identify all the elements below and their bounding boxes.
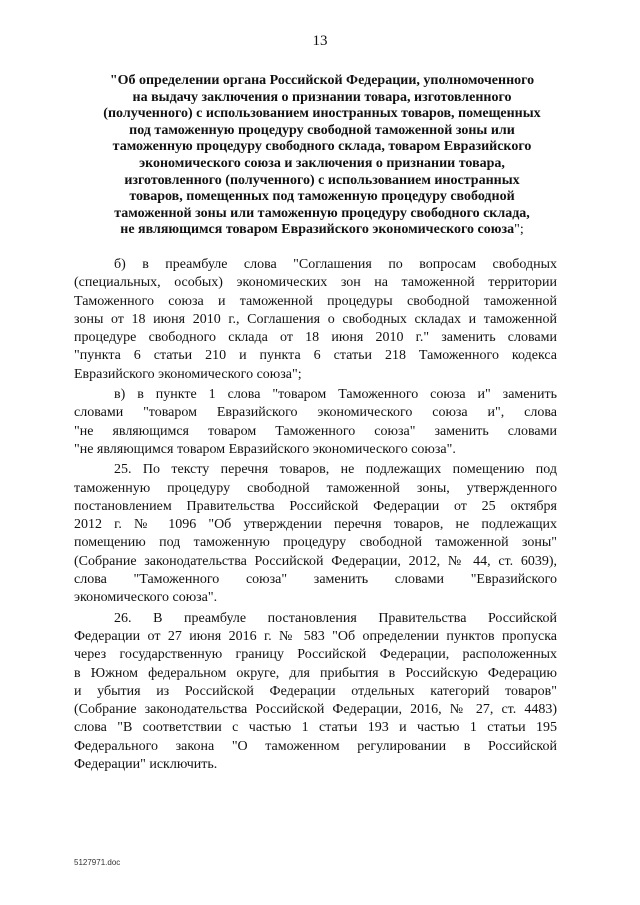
text-line: таможенную процедуру свободной таможенной зоны, утвержденного — [74, 480, 557, 496]
text-line: "пункта 6 статьи 210 и пункта 6 статьи 218 Таможенного кодекса — [74, 348, 557, 364]
text-line: Таможенного союза и таможенной процедуры свободной таможенной — [74, 293, 557, 309]
text-line: 26. В преамбуле постановления Правительства Российской — [114, 610, 557, 626]
text-line: Федерального закона "О таможенном регулировании в Российской — [74, 738, 557, 754]
paragraph-25 — [74, 461, 557, 607]
text-line: Федерации от 27 июня 2016 г. № 583 "Об определении пунктов пропуска — [74, 628, 557, 644]
title-line: (полученного) с использованием иностранных товаров, помещенных — [103, 106, 541, 122]
title-line: изготовленного (полученного) с использованием иностранных — [124, 172, 520, 188]
text-line: (Собрание законодательства Российской Федерации, 2016, № 27, ст. 4483) — [74, 702, 557, 718]
page-number: 13 — [312, 33, 328, 49]
text-line: зоны от 18 июня 2010 г., Соглашения о свободных складах и таможенной — [74, 311, 557, 327]
paragraph-b — [74, 256, 557, 384]
title-line-last — [84, 222, 560, 239]
title-line: под таможенную процедуру свободной таможенной зоны или — [129, 122, 515, 138]
title-line-text: не являющимся товаром Евразийского экономического союза — [120, 222, 515, 238]
text-line: "не являющимся товаром Евразийского экономического союза". — [74, 441, 456, 457]
paragraph-26 — [74, 610, 557, 775]
text-line: помещению под таможенную процедуру свободной таможенной зоны" — [74, 535, 557, 551]
title-line: таможенной зоны или таможенную процедуру свободного склада, — [114, 205, 530, 221]
body-text — [74, 256, 557, 776]
text-line: процедуре свободного склада от 18 июня 2010 г." заменить словами — [74, 330, 557, 346]
text-line: слова "Таможенного союза" заменить словами "Евразийского — [74, 572, 557, 588]
paragraph-v — [74, 386, 557, 459]
text-line: экономического союза". — [74, 590, 218, 606]
text-line: (Собрание законодательства Российской Федерации, 2012, № 44, ст. 6039), — [74, 553, 557, 569]
text-line: 25. По тексту перечня товаров, не подлежащих помещению под — [114, 462, 557, 478]
footer-document-code: 5127971.doc — [74, 858, 121, 867]
title-line: таможенную процедуру свободного склада, товаром Евразийского — [112, 139, 532, 155]
text-line: постановлением Правительства Российской Федерации от 25 октября — [74, 498, 557, 514]
text-line: в) в пункте 1 слова "товаром Таможенного союза и" заменить — [114, 387, 557, 403]
text-line: (специальных, особых) экономических зон на таможенной территории — [74, 275, 557, 291]
text-line: Евразийского экономического союза"; — [74, 366, 302, 382]
text-line: через государственную границу Российской Федерации, расположенных — [74, 647, 557, 663]
text-line: 2012 г. № 1096 "Об утверждении перечня товаров, не подлежащих — [74, 517, 557, 533]
title-line: на выдачу заключения о признании товара, изготовленного — [132, 89, 512, 105]
title-line: "Об определении органа Российской Федерации, уполномоченного — [109, 73, 535, 88]
text-line: "не являющимся товаром Таможенного союза" заменить словами — [74, 423, 557, 439]
title-line: товаров, помещенных под таможенную процедуру свободной — [129, 189, 515, 205]
text-line: и убытия из Российской Федерации отдельных категорий товаров" — [74, 683, 557, 699]
text-line: б) в преамбуле слова "Соглашения по вопросам свободных — [114, 257, 557, 272]
text-line: словами "товаром Евразийского экономического союза и", слова — [74, 405, 557, 421]
title-tail: "; — [514, 222, 524, 238]
text-line: в Южном федеральном округе, для прибытия в Российскую Федерацию — [74, 665, 557, 681]
title-line: экономического союза и заключения о признании товара, — [139, 155, 505, 171]
document-title — [84, 73, 560, 239]
text-line: слова "В соответствии с частью 1 статьи 193 и частью 1 статьи 195 — [74, 720, 557, 736]
text-line: Федерации" исключить. — [74, 757, 218, 773]
